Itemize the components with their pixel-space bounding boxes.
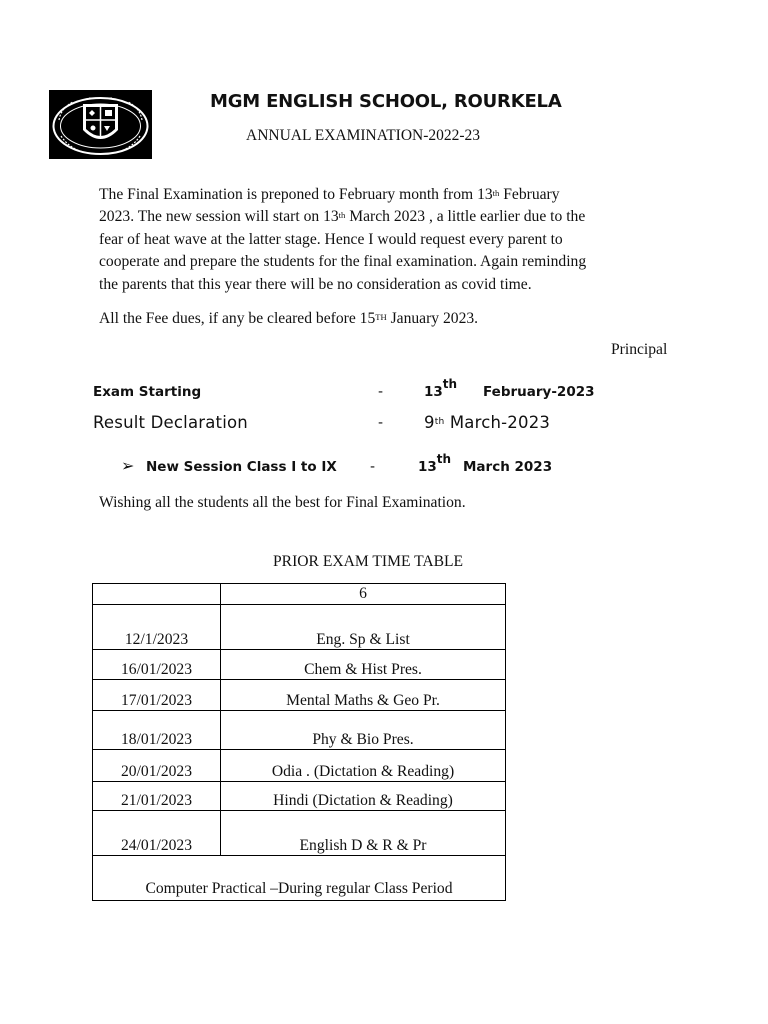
wishing-text: Wishing all the students all the best for Final Examination. bbox=[99, 494, 466, 511]
ordinal-suffix: TH bbox=[375, 311, 387, 322]
notice-line bbox=[99, 206, 679, 228]
notice-line: the parents that this year there will be no consideration as covid time. bbox=[99, 275, 532, 293]
ordinal-suffix: th bbox=[434, 417, 445, 428]
table-cell-subject: Mental Maths & Geo Pr. bbox=[221, 680, 506, 711]
table-footer-row bbox=[93, 856, 506, 901]
table-cell-date: 12/1/2023 bbox=[93, 605, 221, 650]
date-month: March-2023 bbox=[444, 413, 551, 432]
school-crest-icon bbox=[49, 90, 152, 159]
exam-start-month: February-2023 bbox=[483, 384, 595, 400]
notice-text: March 2023 , a little earlier due to the bbox=[345, 208, 586, 226]
date-day: 9 bbox=[424, 413, 435, 432]
table-row bbox=[93, 650, 506, 680]
table-cell-date: 20/01/2023 bbox=[93, 750, 221, 782]
ordinal-suffix: th bbox=[492, 187, 500, 198]
table-cell-subject: English D & R & Pr bbox=[221, 811, 506, 856]
fee-text: January 2023. bbox=[386, 310, 479, 327]
table-cell-subject: Phy & Bio Pres. bbox=[221, 711, 506, 750]
notice-line bbox=[99, 184, 679, 206]
result-date bbox=[424, 413, 550, 432]
table-row bbox=[93, 750, 506, 782]
notice-paragraph bbox=[99, 184, 679, 296]
table-cell-date: 16/01/2023 bbox=[93, 650, 221, 680]
table-cell-date: 24/01/2023 bbox=[93, 811, 221, 856]
timetable bbox=[92, 583, 506, 901]
fee-text: All the Fee dues, if any be cleared before 15 bbox=[99, 310, 376, 327]
table-header-cell bbox=[93, 584, 221, 605]
exam-start-dash: - bbox=[378, 384, 384, 400]
table-cell-date: 21/01/2023 bbox=[93, 782, 221, 811]
new-session-dash: - bbox=[370, 459, 376, 475]
table-cell-subject: Chem & Hist Pres. bbox=[221, 650, 506, 680]
principal-signature: Principal bbox=[611, 341, 668, 358]
table-cell-date: 18/01/2023 bbox=[93, 711, 221, 750]
new-session-label: New Session Class I to IX bbox=[146, 459, 337, 475]
timetable-title: PRIOR EXAM TIME TABLE bbox=[273, 553, 464, 570]
table-header-row bbox=[93, 584, 506, 605]
new-session-month: March 2023 bbox=[463, 459, 553, 475]
notice-text: 2023. The new session will start on 13 bbox=[99, 208, 339, 226]
school-name: MGM ENGLISH SCHOOL, ROURKELA bbox=[210, 91, 562, 112]
date-day: 13 bbox=[418, 459, 437, 475]
table-footer-cell: Computer Practical –During regular Class Period bbox=[93, 856, 506, 901]
new-session-date bbox=[418, 452, 452, 475]
notice-text: February bbox=[499, 186, 560, 203]
exam-start-date bbox=[424, 377, 458, 400]
table-row bbox=[93, 711, 506, 750]
table-header-cell: 6 bbox=[221, 584, 506, 605]
table-row bbox=[93, 811, 506, 856]
notice-text: The Final Examination is preponed to February month from 13 bbox=[99, 186, 493, 203]
ordinal-suffix: th bbox=[436, 452, 452, 466]
result-declaration-label: Result Declaration bbox=[93, 413, 248, 432]
ordinal-suffix: th bbox=[442, 377, 458, 391]
exam-start-label: Exam Starting bbox=[93, 384, 202, 400]
ordinal-suffix: th bbox=[338, 209, 346, 220]
exam-title: ANNUAL EXAMINATION-2022-23 bbox=[246, 127, 481, 144]
date-day: 13 bbox=[424, 384, 443, 400]
table-cell-subject: Hindi (Dictation & Reading) bbox=[221, 782, 506, 811]
table-row bbox=[93, 782, 506, 811]
table-row bbox=[93, 680, 506, 711]
arrow-bullet-icon: ➢ bbox=[121, 456, 135, 475]
fee-notice bbox=[99, 310, 478, 328]
result-dash: - bbox=[378, 415, 384, 431]
notice-line: fear of heat wave at the latter stage. Hence I would request every parent to bbox=[99, 230, 563, 248]
table-cell-subject: Eng. Sp & List bbox=[221, 605, 506, 650]
table-cell-date: 17/01/2023 bbox=[93, 680, 221, 711]
notice-line: cooperate and prepare the students for the final examination. Again reminding bbox=[99, 253, 587, 271]
table-row bbox=[93, 605, 506, 650]
table-cell-subject: Odia . (Dictation & Reading) bbox=[221, 750, 506, 782]
